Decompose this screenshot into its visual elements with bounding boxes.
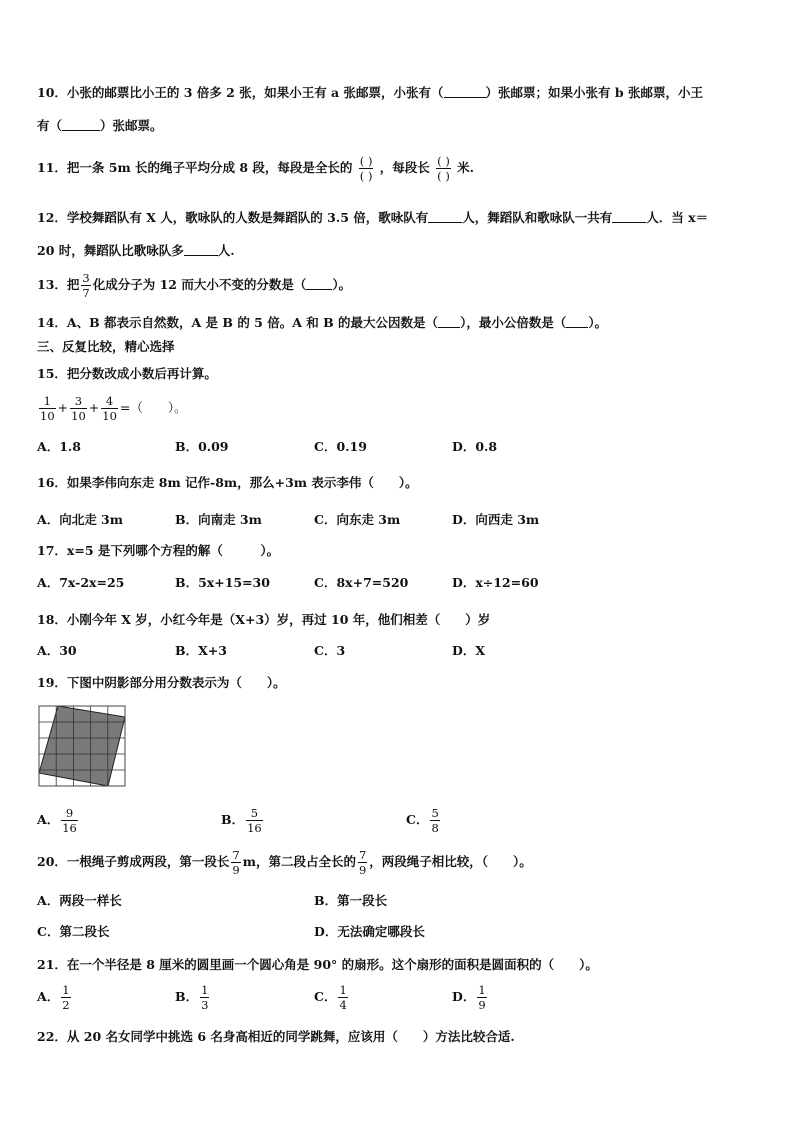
fraction: $\frac{3}{7}$ — [82, 270, 90, 300]
fraction: $\frac{5}{16}$ — [247, 805, 262, 835]
option-b[interactable]: B．X+3 — [175, 643, 227, 658]
fraction: $\frac{7}{9}$ — [232, 847, 240, 877]
option-c[interactable]: C．向东走 3m — [314, 512, 401, 527]
option-c[interactable]: C．8x+7=520 — [314, 575, 409, 590]
option-d[interactable]: D．x÷12=60 — [452, 575, 539, 590]
answer-blank — [306, 277, 332, 290]
question-22-stem: 22．从 20 名女同学中挑选 6 名身高相近的同学跳舞，应该用（ ）方法比较合适. — [37, 1029, 515, 1044]
question-19-stem: 19．下图中阴影部分用分数表示为（ ）。 — [37, 675, 286, 690]
option-a[interactable]: A．30 — [37, 643, 77, 658]
option-a[interactable]: A． $\frac{1}{2}$ — [37, 982, 70, 1012]
question-17-stem: 17．x=5 是下列哪个方程的解（ ）。 — [37, 543, 280, 558]
option-b[interactable]: B．第一段长 — [314, 893, 388, 908]
question-15-expression: $\frac{1}{10}$ + $\frac{3}{10}$ + $\frac{4}{10}$ =（ ）。 — [40, 393, 187, 423]
fraction: $\frac{9}{16}$ — [62, 805, 77, 835]
option-b[interactable]: B．5x+15=30 — [175, 575, 270, 590]
option-a[interactable]: A．7x-2x=25 — [37, 575, 125, 590]
option-d[interactable]: D．无法确定哪段长 — [314, 924, 425, 939]
option-a[interactable]: A．1.8 — [37, 439, 81, 454]
answer-blank — [428, 210, 462, 223]
fraction: $\frac{1}{4}$ — [339, 982, 347, 1012]
fraction: $\frac{7}{9}$ — [358, 847, 367, 877]
option-d[interactable]: D．X — [452, 643, 486, 658]
answer-blank — [612, 210, 646, 223]
answer-blank — [438, 315, 460, 328]
fraction: $\frac{1}{3}$ — [201, 982, 209, 1012]
option-b[interactable]: B． $\frac{5}{16}$ — [221, 805, 262, 835]
section-heading: 三、反复比较，精心选择 — [37, 339, 175, 354]
blank-fraction: $\frac{( )}{( )}$ — [437, 153, 450, 183]
option-d[interactable]: D． $\frac{1}{9}$ — [452, 982, 486, 1012]
question-16-stem: 16．如果李伟向东走 8m 记作-8m，那么+3m 表示李伟（ ）。 — [37, 475, 418, 490]
option-a[interactable]: A．两段一样长 — [37, 893, 122, 908]
fraction: $\frac{1}{10}$ — [40, 393, 55, 423]
fraction: $\frac{1}{2}$ — [62, 982, 70, 1012]
option-d[interactable]: D．0.8 — [452, 439, 498, 454]
option-c[interactable]: C． $\frac{1}{4}$ — [314, 982, 347, 1012]
answer-blank — [444, 85, 486, 98]
option-c[interactable]: C．第二段长 — [37, 924, 110, 939]
answer-blank — [184, 243, 218, 256]
option-a[interactable]: A． $\frac{9}{16}$ — [37, 805, 77, 835]
question-20-stem: 20．一根绳子剪成两段，第一段长 $\frac{7}{9}$ m，第二段占全长的 $\frac{7}{9}$ ，两段绳子相比较，（ ）。 — [37, 847, 532, 877]
option-b[interactable]: B．0.09 — [175, 439, 229, 454]
option-c[interactable]: C．0.19 — [314, 439, 367, 454]
question-15-stem: 15．把分数改成小数后再计算。 — [37, 366, 217, 381]
question-21-stem: 21．在一个半径是 8 厘米的圆里画一个圆心角是 90° 的扇形。这个扇形的面积是圆面积的（ ）。 — [37, 957, 598, 972]
option-d[interactable]: D．向西走 3m — [452, 512, 540, 527]
question-11: 11．把一条 5m 长的绳子平均分成 8 段，每段是全长的 $\frac{( )}{( )}$ ，每段长 $\frac{( )}{( )}$ 米. — [37, 153, 475, 183]
option-a[interactable]: A．向北走 3m — [37, 512, 123, 527]
blank-fraction: $\frac{( )}{( )}$ — [359, 153, 373, 183]
question-12-line-2: 20 时，舞蹈队比歌咏队多 人. — [37, 243, 235, 258]
question-18-stem: 18．小刚今年 X 岁，小红今年是（X+3）岁，再过 10 年，他们相差（ ）岁 — [37, 612, 491, 627]
fraction: $\frac{4}{10}$ — [102, 393, 117, 423]
option-c[interactable]: C．3 — [314, 643, 346, 658]
option-b[interactable]: B． $\frac{1}{3}$ — [175, 982, 209, 1012]
question-10-line-2: 有（ ）张邮票。 — [37, 118, 163, 133]
fraction: $\frac{5}{8}$ — [431, 805, 439, 835]
answer-blank — [62, 118, 100, 131]
fraction: $\frac{1}{9}$ — [478, 982, 486, 1012]
answer-blank — [566, 315, 588, 328]
question-12-line-1: 12．学校舞蹈队有 X 人，歌咏队的人数是舞蹈队的 3.5 倍，歌咏队有 人，舞蹈队和歌咏队一共有 人．当 x＝ — [37, 210, 709, 225]
fraction: $\frac{3}{10}$ — [71, 393, 86, 423]
option-b[interactable]: B．向南走 3m — [175, 512, 262, 527]
option-c[interactable]: C． $\frac{5}{8}$ — [406, 805, 439, 835]
question-10-line-1: 10．小张的邮票比小王的 3 倍多 2 张，如果小王有 a 张邮票，小张有（ ）张邮票；如果小张有 b 张邮票，小王 — [37, 85, 703, 100]
question-14: 14．A、B 都表示自然数，A 是 B 的 5 倍。A 和 B 的最大公因数是（ ），最小公倍数是（ ）。 — [37, 315, 608, 330]
question-13: 13．把 $\frac{3}{7}$ 化成分子为 12 而大小不变的分数是（ ）。 — [37, 270, 352, 300]
shaded-grid-figure — [38, 705, 128, 789]
